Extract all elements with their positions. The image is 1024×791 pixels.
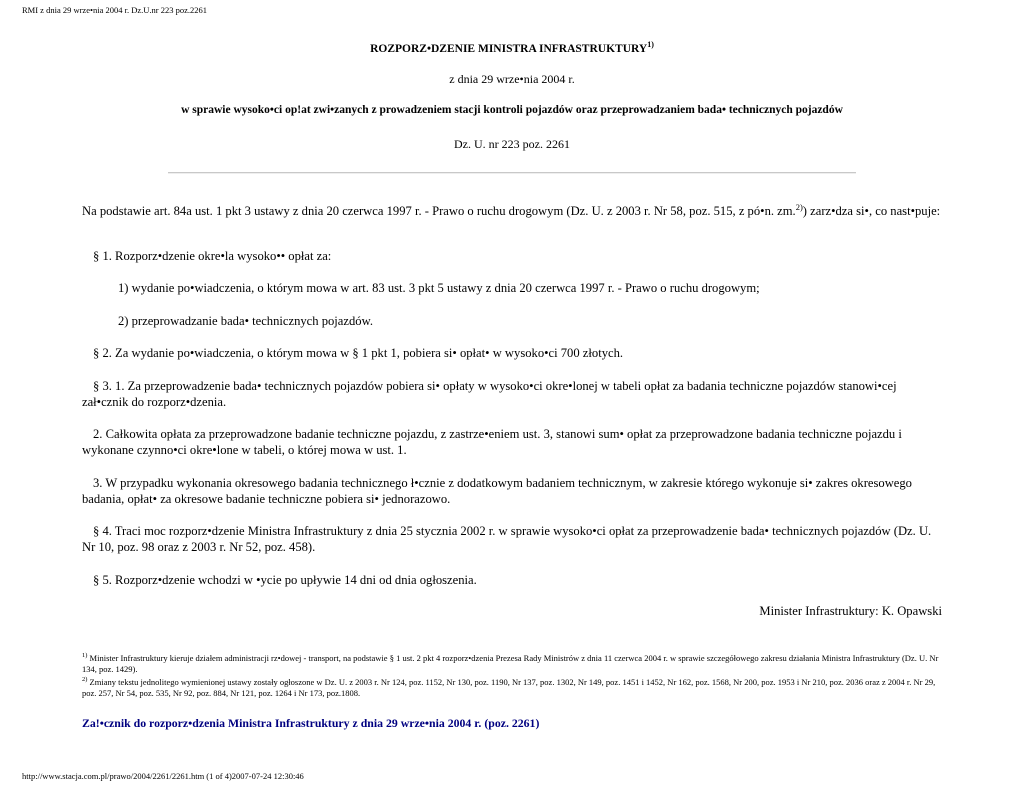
running-header: RMI z dnia 29 wrze•nia 2004 r. Dz.U.nr 223 poz.2261 — [22, 5, 207, 15]
document-title — [0, 40, 1024, 55]
signature: Minister Infrastruktury: K. Opawski — [759, 604, 942, 618]
intro-footnote-ref[interactable]: 2) — [795, 202, 803, 212]
paragraph-4: § 4. Traci moc rozporz•dzenie Ministra Infrastruktury z dnia 25 stycznia 2002 r. w sprawie wysoko•ci opłat za przeprowadzenie bada• technicznych pojazdów (Dz. U. Nr 10, poz. 98 oraz z 2003 r. Nr 52, poz. 458). — [82, 524, 932, 554]
document-date: z dnia 29 wrze•nia 2004 r. — [449, 72, 575, 86]
running-footer: http://www.stacja.com.pl/prawo/2004/2261/2261.htm (1 of 4)2007-07-24 12:30:46 — [22, 771, 304, 781]
intro-text-after: ) zarz•dza si•, co nast•puje: — [802, 204, 941, 219]
paragraph-3-section-2: 2. Całkowita opłata za przeprowadzone badanie techniczne pojazdu, z zastrze•eniem ust. 3, stanowi sum• opłat za przeprowadzone badania techniczne pojazdu i wykonane czynno•ci okre•lone w tabeli, o której mowa w ust. 1. — [82, 427, 902, 457]
footnote-1-text: Minister Infrastruktury kieruje działem administracji rz•dowej - transport, na podstawie § 1 ust. 2 pkt 4 rozporz•dzenia Prezesa Rady Ministrów z dnia 11 czerwca 2004 r. w sprawie szczegółowego zakresu działania Ministra Infrastruktury (Dz. U. Nr 134, poz. 1429). — [82, 652, 939, 674]
paragraph-1-item-2: 2) przeprowadzanie bada• technicznych pojazdów. — [118, 314, 373, 328]
paragraph-3-section-1: § 3. 1. Za przeprowadzenie bada• technicznych pojazdów pobiera si• opłaty w wysoko•ci okre•lonej w tabeli opłat za badania techniczne pojazdów stanowi•cej zał•cznik do rozporz•dzenia. — [82, 379, 897, 409]
paragraph-2: § 2. Za wydanie po•wiadczenia, o którym mowa w § 1 pkt 1, pobiera si• opłat• w wysoko•ci 700 złotych. — [93, 346, 624, 360]
intro-text-before: Na podstawie art. 84a ust. 1 pkt 3 ustawy z dnia 20 czerwca 1997 r. - Prawo o ruchu drogowym (Dz. U. z 2003 r. Nr 58, poz. 515, z pó•n. zm. — [82, 204, 796, 219]
annex-link[interactable]: Za!•cznik do rozporz•dzenia Ministra Infrastruktury z dnia 29 wrze•nia 2004 r. (poz. 2261) — [82, 716, 540, 730]
paragraph-1: § 1. Rozporz•dzenie okre•la wysoko•• opłat za: — [93, 249, 332, 263]
paragraph-5: § 5. Rozporz•dzenie wchodzi w •ycie po upływie 14 dni od dnia ogłoszenia. — [93, 573, 477, 587]
footnote-2-text: Zmiany tekstu jednolitego wymienionej ustawy zostały ogłoszone w Dz. U. z 2003 r. Nr 124, poz. 1152, Nr 130, poz. 1190, Nr 137, poz. 1302, Nr 149, poz. 1451 i 1452, Nr 162, poz. 1568, Nr 200, poz. 1953 i Nr 210, poz. 2036 oraz z 2004 r. Nr 29, poz. 257, Nr 54, poz. 535, Nr 92, poz. 884, Nr 121, poz. 1264 i Nr 173, poz.1808. — [82, 676, 936, 698]
document-subject: w sprawie wysoko•ci op!at zwi•zanych z prowadzeniem stacji kontroli pojazdów oraz przeprowadzaniem bada• technicznych pojazdów — [181, 104, 843, 116]
horizontal-divider — [168, 172, 856, 174]
document-title-text: ROZPORZ•DZENIE MINISTRA INFRASTRUKTURY — [370, 42, 648, 55]
journal-reference: Dz. U. nr 223 poz. 2261 — [454, 137, 570, 151]
paragraph-1-item-1: 1) wydanie po•wiadczenia, o którym mowa w art. 83 ust. 3 pkt 5 ustawy z dnia 20 czerwca 1997 r. - Prawo o ruchu drogowym; — [118, 281, 760, 295]
paragraph-3-section-3: 3. W przypadku wykonania okresowego badania technicznego ł•cznie z dodatkowym badaniem technicznym, w zakresie którego wykonuje si• zakres okresowego badania, opłat• za okresowe badanie techniczne pobiera si• jednorazowo. — [82, 476, 912, 506]
intro-paragraph — [82, 199, 944, 219]
footnote-2-ref: 2) — [82, 676, 88, 683]
title-footnote-ref[interactable]: 1) — [647, 40, 654, 49]
footnote-1-ref: 1) — [82, 652, 88, 659]
footnote-1 — [82, 650, 944, 675]
footnote-2 — [82, 674, 944, 699]
